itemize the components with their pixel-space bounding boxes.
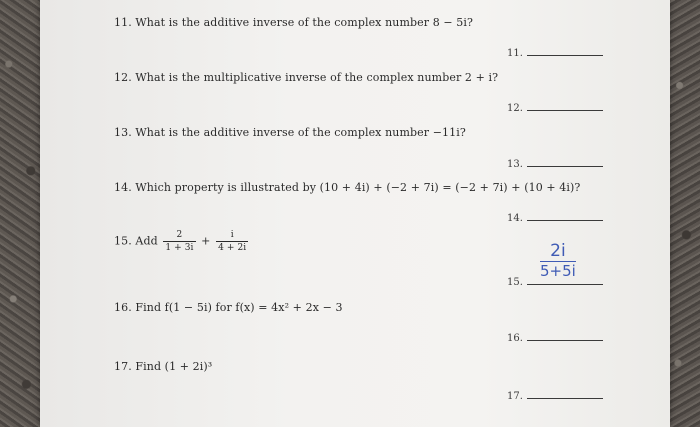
answer-12: 12. bbox=[507, 103, 603, 114]
question-13-text: What is the additive inverse of the complex number −11i? bbox=[135, 126, 466, 139]
question-15: 15. Add $\frac{2}{1 + 3i}$ + $\frac{i}{4 + 2i}$ bbox=[114, 230, 247, 253]
fraction-1: $\frac{2}{1 + 3i}$ bbox=[165, 230, 194, 253]
answer-11: 11. bbox=[507, 48, 603, 59]
fraction-2: $\frac{i}{4 + 2i}$ bbox=[218, 230, 247, 253]
question-15-text: Add bbox=[135, 234, 158, 248]
question-16-text: Find f(1 − 5i) for f(x) = 4x² + 2x − 3 bbox=[135, 301, 343, 314]
question-14: 14. Which property is illustrated by (10 + 4i) + (−2 + 7i) = (−2 + 7i) + (10 + 4i)? bbox=[114, 181, 581, 194]
answer-blank-12[interactable] bbox=[527, 109, 603, 111]
answer-14: 14. bbox=[507, 213, 603, 224]
answer-17: 17. bbox=[507, 391, 603, 402]
answer-blank-17[interactable] bbox=[527, 397, 603, 399]
question-16: 16. Find f(1 − 5i) for f(x) = 4x² + 2x − 3 bbox=[114, 301, 343, 314]
carpet-background-left bbox=[0, 0, 44, 427]
question-14-text: Which property is illustrated by (10 + 4i) + (−2 + 7i) = (−2 + 7i) + (10 + 4i)? bbox=[135, 181, 581, 194]
question-12-text: What is the multiplicative inverse of the complex number 2 + i? bbox=[135, 71, 499, 84]
question-17: 17. Find (1 + 2i)³ bbox=[114, 360, 213, 373]
plus-operator: + bbox=[201, 234, 211, 248]
carpet-background-right bbox=[666, 0, 700, 427]
answer-15: 15. bbox=[507, 277, 603, 288]
question-13: 13. What is the additive inverse of the complex number −11i? bbox=[114, 126, 466, 139]
question-12: 12. What is the multiplicative inverse of the complex number 2 + i? bbox=[114, 71, 499, 84]
answer-blank-14[interactable] bbox=[527, 219, 603, 221]
answer-blank-11[interactable] bbox=[527, 54, 603, 56]
question-11: 11. What is the additive inverse of the complex number 8 − 5i? bbox=[114, 16, 474, 29]
question-11-text: What is the additive inverse of the complex number 8 − 5i? bbox=[135, 16, 474, 29]
answer-13: 13. bbox=[507, 159, 603, 170]
answer-blank-16[interactable] bbox=[527, 339, 603, 341]
handwritten-answer-15: 2i 5+5i bbox=[540, 241, 576, 280]
answer-16: 16. bbox=[507, 333, 603, 344]
worksheet-page bbox=[40, 0, 670, 427]
answer-blank-13[interactable] bbox=[527, 165, 603, 167]
answer-blank-15[interactable] bbox=[527, 283, 603, 285]
question-17-text: Find (1 + 2i)³ bbox=[135, 360, 213, 373]
